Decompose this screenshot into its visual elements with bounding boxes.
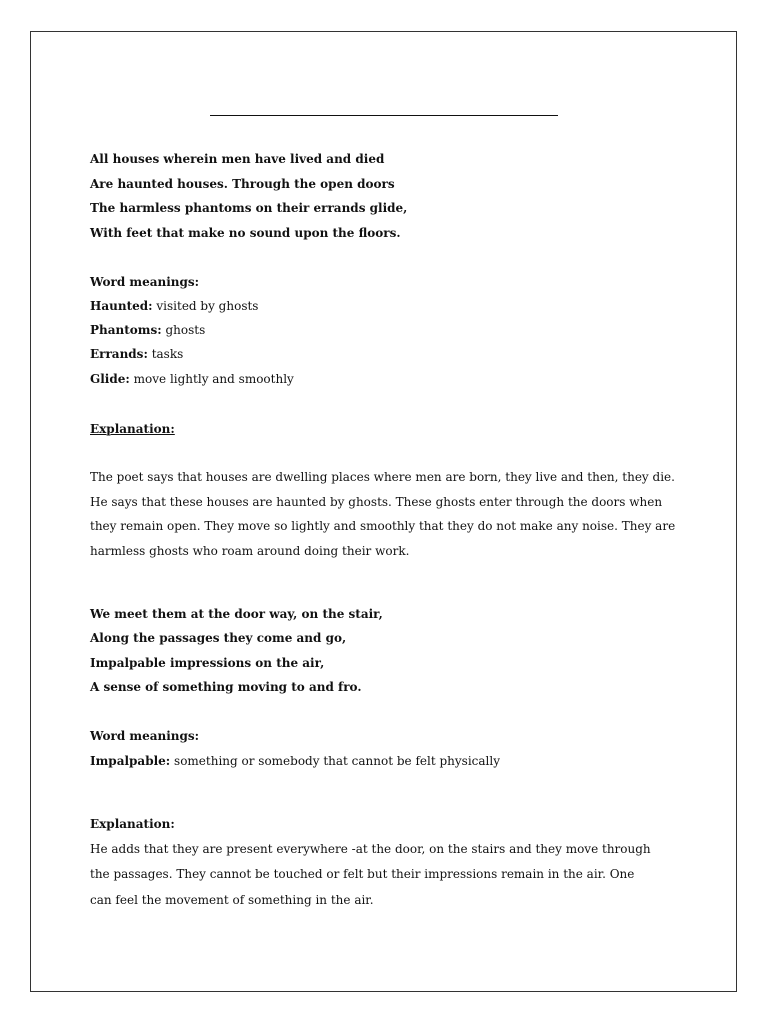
word-definition: visited by ghosts [152,299,259,313]
word-term: Glide: [90,372,130,386]
poem-line: With feet that make no sound upon the floors. [90,226,401,240]
word-meanings-heading: Word meanings: [90,275,200,289]
word-definition: tasks [147,347,184,361]
explanation-line: The poet says that houses are dwelling places where men are born, they live and then, they die. [90,470,675,484]
explanation-line: harmless ghosts who roam around doing their work. [90,544,410,558]
explanation-line: they remain open. They move so lightly and smoothly that they do not make any noise. They are [90,519,676,533]
poem-line: Along the passages they come and go, [90,631,347,645]
word-meaning-item [90,346,183,362]
word-meaning-item [90,753,500,769]
word-term: Errands: [90,347,148,361]
word-term: Phantoms: [90,323,162,337]
poem-line: Impalpable impressions on the air, [90,656,325,670]
word-meaning-item [90,371,294,387]
title-rule [210,115,558,116]
explanation-heading: Explanation: [90,422,175,436]
word-definition: something or somebody that cannot be felt physically [170,754,500,768]
word-meanings-heading: Word meanings: [90,729,200,743]
explanation-line: the passages. They cannot be touched or felt but their impressions remain in the air. One [90,867,635,881]
poem-line: A sense of something moving to and fro. [90,680,362,694]
explanation-line: He says that these houses are haunted by ghosts. These ghosts enter through the doors when [90,495,663,509]
explanation-line: He adds that they are present everywhere -at the door, on the stairs and they move through [90,842,651,856]
explanation-line: can feel the movement of something in the air. [90,893,374,907]
explanation-heading: Explanation: [90,817,175,831]
word-meaning-item [90,298,258,314]
word-definition: move lightly and smoothly [129,372,294,386]
word-meaning-item [90,322,205,338]
word-term: Impalpable: [90,754,171,768]
poem-line: The harmless phantoms on their errands glide, [90,201,408,215]
poem-line: All houses wherein men have lived and died [90,152,385,166]
word-term: Haunted: [90,299,153,313]
poem-line: Are haunted houses. Through the open doors [90,177,395,191]
word-definition: ghosts [161,323,206,337]
poem-line: We meet them at the door way, on the stair, [90,607,383,621]
